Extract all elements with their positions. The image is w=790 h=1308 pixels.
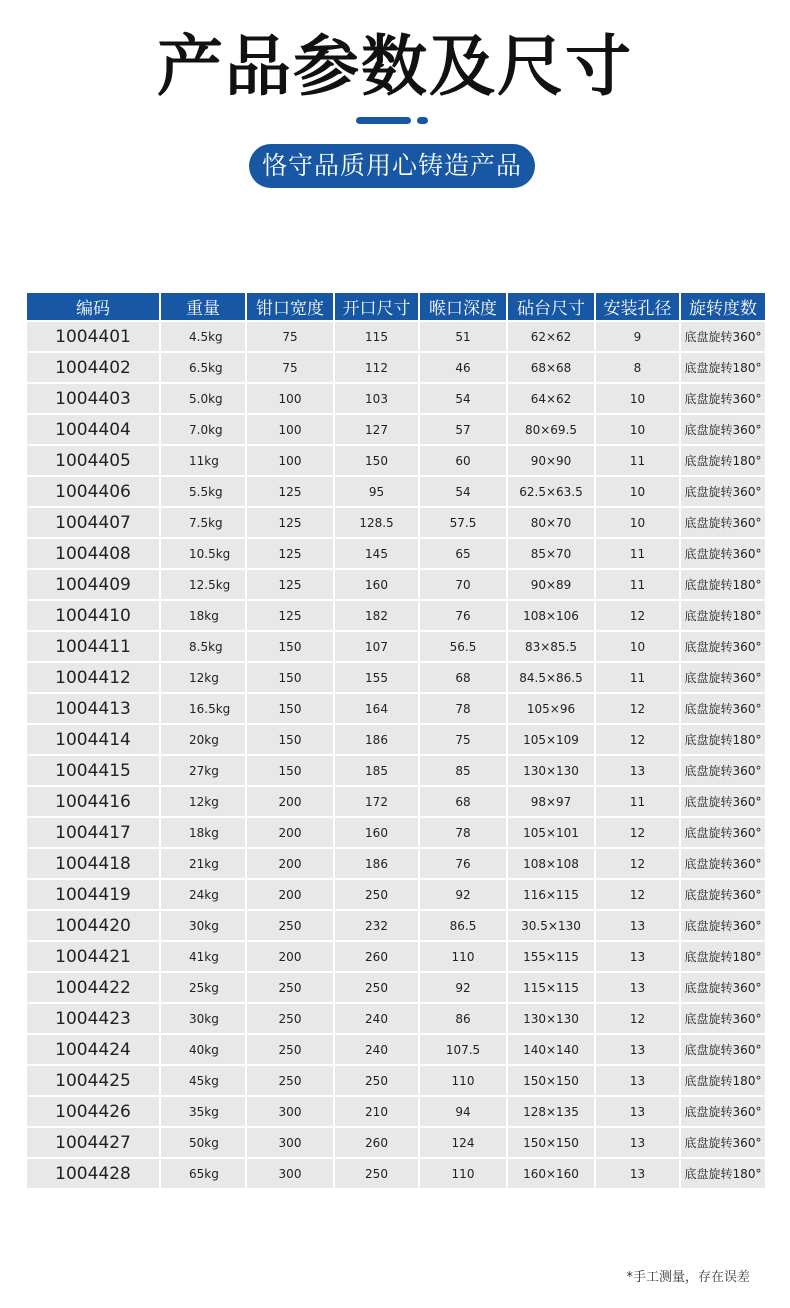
cell-mount-hole: 12: [596, 849, 679, 878]
cell-weight: 12kg: [161, 787, 245, 816]
cell-rotation: 底盘旋转360°: [681, 322, 765, 351]
header-weight: 重量: [161, 293, 245, 320]
cell-anvil-size: 85×70: [508, 539, 594, 568]
cell-throat-depth: 51: [420, 322, 506, 351]
cell-throat-depth: 68: [420, 663, 506, 692]
cell-throat-depth: 124: [420, 1128, 506, 1157]
cell-opening: 260: [335, 1128, 418, 1157]
cell-anvil-size: 108×106: [508, 601, 594, 630]
cell-opening: 172: [335, 787, 418, 816]
cell-rotation: 底盘旋转180°: [681, 1159, 765, 1188]
cell-opening: 160: [335, 818, 418, 847]
cell-anvil-size: 160×160: [508, 1159, 594, 1188]
cell-opening: 250: [335, 973, 418, 1002]
cell-throat-depth: 46: [420, 353, 506, 382]
header-throat-depth: 喉口深度: [420, 293, 506, 320]
cell-weight: 24kg: [161, 880, 245, 909]
cell-throat-depth: 54: [420, 384, 506, 413]
cell-opening: 250: [335, 880, 418, 909]
cell-code: 1004427: [27, 1128, 159, 1157]
cell-rotation: 底盘旋转360°: [681, 880, 765, 909]
cell-opening: 115: [335, 322, 418, 351]
cell-opening: 210: [335, 1097, 418, 1126]
cell-rotation: 底盘旋转360°: [681, 663, 765, 692]
cell-mount-hole: 13: [596, 1035, 679, 1064]
header-opening: 开口尺寸: [335, 293, 418, 320]
cell-rotation: 底盘旋转360°: [681, 384, 765, 413]
cell-rotation: 底盘旋转360°: [681, 818, 765, 847]
cell-code: 1004401: [27, 322, 159, 351]
cell-rotation: 底盘旋转180°: [681, 353, 765, 382]
cell-weight: 11kg: [161, 446, 245, 475]
cell-throat-depth: 60: [420, 446, 506, 475]
cell-mount-hole: 11: [596, 570, 679, 599]
cell-weight: 12kg: [161, 663, 245, 692]
cell-throat-depth: 92: [420, 880, 506, 909]
cell-throat-depth: 68: [420, 787, 506, 816]
cell-rotation: 底盘旋转360°: [681, 973, 765, 1002]
cell-rotation: 底盘旋转180°: [681, 570, 765, 599]
cell-opening: 145: [335, 539, 418, 568]
cell-jaw-width: 200: [247, 849, 333, 878]
table-row: [27, 1159, 765, 1188]
cell-rotation: 底盘旋转180°: [681, 446, 765, 475]
cell-mount-hole: 12: [596, 880, 679, 909]
cell-throat-depth: 75: [420, 725, 506, 754]
cell-mount-hole: 8: [596, 353, 679, 382]
cell-throat-depth: 54: [420, 477, 506, 506]
cell-rotation: 底盘旋转360°: [681, 849, 765, 878]
cell-weight: 30kg: [161, 911, 245, 940]
cell-code: 1004414: [27, 725, 159, 754]
cell-weight: 18kg: [161, 818, 245, 847]
cell-weight: 18kg: [161, 601, 245, 630]
cell-mount-hole: 13: [596, 1066, 679, 1095]
cell-jaw-width: 125: [247, 570, 333, 599]
cell-weight: 10.5kg: [161, 539, 245, 568]
cell-jaw-width: 75: [247, 353, 333, 382]
cell-code: 1004402: [27, 353, 159, 382]
cell-anvil-size: 80×70: [508, 508, 594, 537]
cell-mount-hole: 12: [596, 818, 679, 847]
cell-mount-hole: 13: [596, 911, 679, 940]
table-row: [27, 942, 765, 971]
cell-code: 1004407: [27, 508, 159, 537]
cell-throat-depth: 65: [420, 539, 506, 568]
cell-jaw-width: 150: [247, 756, 333, 785]
cell-rotation: 底盘旋转360°: [681, 694, 765, 723]
cell-anvil-size: 150×150: [508, 1128, 594, 1157]
cell-mount-hole: 11: [596, 663, 679, 692]
cell-opening: 186: [335, 849, 418, 878]
cell-rotation: 底盘旋转180°: [681, 601, 765, 630]
cell-opening: 112: [335, 353, 418, 382]
cell-rotation: 底盘旋转360°: [681, 415, 765, 444]
header-code: 编码: [27, 293, 159, 320]
cell-rotation: 底盘旋转180°: [681, 942, 765, 971]
header-jaw-width: 钳口宽度: [247, 293, 333, 320]
cell-opening: 260: [335, 942, 418, 971]
cell-weight: 41kg: [161, 942, 245, 971]
cell-weight: 7.0kg: [161, 415, 245, 444]
cell-anvil-size: 84.5×86.5: [508, 663, 594, 692]
cell-rotation: 底盘旋转360°: [681, 632, 765, 661]
cell-opening: 240: [335, 1004, 418, 1033]
cell-anvil-size: 30.5×130: [508, 911, 594, 940]
cell-code: 1004418: [27, 849, 159, 878]
cell-anvil-size: 90×90: [508, 446, 594, 475]
title-underline-short: [417, 117, 428, 124]
cell-throat-depth: 78: [420, 694, 506, 723]
cell-throat-depth: 57.5: [420, 508, 506, 537]
cell-opening: 103: [335, 384, 418, 413]
cell-anvil-size: 83×85.5: [508, 632, 594, 661]
cell-mount-hole: 13: [596, 756, 679, 785]
cell-mount-hole: 10: [596, 384, 679, 413]
cell-opening: 182: [335, 601, 418, 630]
cell-throat-depth: 76: [420, 601, 506, 630]
cell-weight: 6.5kg: [161, 353, 245, 382]
table-row: [27, 880, 765, 909]
cell-anvil-size: 98×97: [508, 787, 594, 816]
table-row: [27, 353, 765, 382]
cell-anvil-size: 105×109: [508, 725, 594, 754]
cell-mount-hole: 10: [596, 477, 679, 506]
cell-opening: 185: [335, 756, 418, 785]
cell-mount-hole: 13: [596, 1159, 679, 1188]
cell-anvil-size: 68×68: [508, 353, 594, 382]
cell-jaw-width: 200: [247, 880, 333, 909]
cell-weight: 21kg: [161, 849, 245, 878]
cell-throat-depth: 110: [420, 1159, 506, 1188]
slogan-badge: 恪守品质用心铸造产品: [249, 144, 535, 188]
cell-code: 1004417: [27, 818, 159, 847]
cell-jaw-width: 125: [247, 601, 333, 630]
cell-throat-depth: 70: [420, 570, 506, 599]
cell-weight: 27kg: [161, 756, 245, 785]
cell-code: 1004411: [27, 632, 159, 661]
cell-weight: 65kg: [161, 1159, 245, 1188]
cell-jaw-width: 125: [247, 539, 333, 568]
table-row: [27, 1004, 765, 1033]
cell-jaw-width: 150: [247, 663, 333, 692]
cell-weight: 5.0kg: [161, 384, 245, 413]
cell-code: 1004428: [27, 1159, 159, 1188]
cell-anvil-size: 90×89: [508, 570, 594, 599]
cell-code: 1004423: [27, 1004, 159, 1033]
cell-weight: 4.5kg: [161, 322, 245, 351]
cell-jaw-width: 150: [247, 725, 333, 754]
cell-rotation: 底盘旋转360°: [681, 1097, 765, 1126]
table-row: [27, 539, 765, 568]
cell-mount-hole: 13: [596, 1097, 679, 1126]
cell-mount-hole: 11: [596, 446, 679, 475]
cell-weight: 30kg: [161, 1004, 245, 1033]
table-row: [27, 1035, 765, 1064]
cell-anvil-size: 105×101: [508, 818, 594, 847]
cell-opening: 240: [335, 1035, 418, 1064]
cell-throat-depth: 110: [420, 942, 506, 971]
cell-throat-depth: 86: [420, 1004, 506, 1033]
cell-jaw-width: 300: [247, 1128, 333, 1157]
table-row: [27, 477, 765, 506]
cell-jaw-width: 300: [247, 1159, 333, 1188]
cell-anvil-size: 108×108: [508, 849, 594, 878]
cell-mount-hole: 13: [596, 942, 679, 971]
cell-jaw-width: 250: [247, 1004, 333, 1033]
cell-code: 1004420: [27, 911, 159, 940]
table-row: [27, 508, 765, 537]
cell-jaw-width: 150: [247, 632, 333, 661]
cell-mount-hole: 12: [596, 1004, 679, 1033]
cell-code: 1004408: [27, 539, 159, 568]
cell-opening: 95: [335, 477, 418, 506]
cell-jaw-width: 100: [247, 446, 333, 475]
cell-anvil-size: 130×130: [508, 756, 594, 785]
page-title: 产品参数及尺寸: [157, 28, 633, 105]
cell-throat-depth: 86.5: [420, 911, 506, 940]
table-row: [27, 787, 765, 816]
cell-mount-hole: 9: [596, 322, 679, 351]
cell-anvil-size: 130×130: [508, 1004, 594, 1033]
cell-anvil-size: 128×135: [508, 1097, 594, 1126]
cell-weight: 35kg: [161, 1097, 245, 1126]
cell-jaw-width: 250: [247, 1035, 333, 1064]
cell-opening: 127: [335, 415, 418, 444]
cell-code: 1004426: [27, 1097, 159, 1126]
table-row: [27, 663, 765, 692]
cell-rotation: 底盘旋转360°: [681, 756, 765, 785]
cell-code: 1004415: [27, 756, 159, 785]
cell-throat-depth: 92: [420, 973, 506, 1002]
table-row: [27, 1097, 765, 1126]
table-row: [27, 756, 765, 785]
cell-mount-hole: 10: [596, 632, 679, 661]
cell-anvil-size: 62×62: [508, 322, 594, 351]
cell-weight: 45kg: [161, 1066, 245, 1095]
cell-code: 1004413: [27, 694, 159, 723]
cell-mount-hole: 11: [596, 787, 679, 816]
cell-mount-hole: 12: [596, 694, 679, 723]
cell-anvil-size: 140×140: [508, 1035, 594, 1064]
header-rotation: 旋转度数: [681, 293, 765, 320]
spec-table: [25, 291, 767, 1190]
cell-opening: 128.5: [335, 508, 418, 537]
cell-throat-depth: 76: [420, 849, 506, 878]
cell-jaw-width: 125: [247, 477, 333, 506]
table-row: [27, 632, 765, 661]
title-underline-long: [356, 117, 411, 124]
cell-code: 1004406: [27, 477, 159, 506]
cell-anvil-size: 150×150: [508, 1066, 594, 1095]
table-row: [27, 570, 765, 599]
cell-throat-depth: 57: [420, 415, 506, 444]
cell-code: 1004405: [27, 446, 159, 475]
table-row: [27, 818, 765, 847]
cell-jaw-width: 100: [247, 415, 333, 444]
cell-opening: 164: [335, 694, 418, 723]
cell-code: 1004422: [27, 973, 159, 1002]
cell-rotation: 底盘旋转180°: [681, 1066, 765, 1095]
table-row: [27, 415, 765, 444]
cell-jaw-width: 300: [247, 1097, 333, 1126]
cell-opening: 250: [335, 1066, 418, 1095]
table-row: [27, 849, 765, 878]
table-row: [27, 973, 765, 1002]
cell-anvil-size: 155×115: [508, 942, 594, 971]
cell-weight: 7.5kg: [161, 508, 245, 537]
cell-mount-hole: 13: [596, 1128, 679, 1157]
cell-throat-depth: 78: [420, 818, 506, 847]
cell-mount-hole: 13: [596, 973, 679, 1002]
cell-jaw-width: 125: [247, 508, 333, 537]
cell-opening: 107: [335, 632, 418, 661]
cell-opening: 150: [335, 446, 418, 475]
cell-jaw-width: 250: [247, 911, 333, 940]
cell-weight: 8.5kg: [161, 632, 245, 661]
cell-anvil-size: 62.5×63.5: [508, 477, 594, 506]
cell-rotation: 底盘旋转360°: [681, 1128, 765, 1157]
cell-opening: 250: [335, 1159, 418, 1188]
cell-throat-depth: 56.5: [420, 632, 506, 661]
cell-opening: 232: [335, 911, 418, 940]
table-row: [27, 725, 765, 754]
table-row: [27, 694, 765, 723]
cell-opening: 186: [335, 725, 418, 754]
cell-mount-hole: 11: [596, 539, 679, 568]
measurement-note: *手工测量，存在误差: [626, 1270, 750, 1285]
cell-weight: 12.5kg: [161, 570, 245, 599]
cell-rotation: 底盘旋转360°: [681, 911, 765, 940]
cell-code: 1004424: [27, 1035, 159, 1064]
table-row: [27, 911, 765, 940]
cell-jaw-width: 200: [247, 787, 333, 816]
cell-code: 1004416: [27, 787, 159, 816]
cell-code: 1004412: [27, 663, 159, 692]
cell-mount-hole: 12: [596, 601, 679, 630]
cell-mount-hole: 10: [596, 415, 679, 444]
cell-code: 1004409: [27, 570, 159, 599]
table-row: [27, 1128, 765, 1157]
cell-anvil-size: 105×96: [508, 694, 594, 723]
cell-code: 1004421: [27, 942, 159, 971]
cell-code: 1004419: [27, 880, 159, 909]
header-mount-hole: 安装孔径: [596, 293, 679, 320]
cell-code: 1004404: [27, 415, 159, 444]
table-row: [27, 322, 765, 351]
cell-jaw-width: 250: [247, 1066, 333, 1095]
cell-rotation: 底盘旋转360°: [681, 1035, 765, 1064]
table-row: [27, 1066, 765, 1095]
cell-throat-depth: 110: [420, 1066, 506, 1095]
cell-throat-depth: 107.5: [420, 1035, 506, 1064]
cell-anvil-size: 115×115: [508, 973, 594, 1002]
table-row: [27, 446, 765, 475]
cell-weight: 20kg: [161, 725, 245, 754]
cell-anvil-size: 64×62: [508, 384, 594, 413]
cell-weight: 5.5kg: [161, 477, 245, 506]
cell-jaw-width: 200: [247, 818, 333, 847]
cell-rotation: 底盘旋转360°: [681, 508, 765, 537]
cell-jaw-width: 200: [247, 942, 333, 971]
cell-code: 1004425: [27, 1066, 159, 1095]
header-anvil-size: 砧台尺寸: [508, 293, 594, 320]
table-row: [27, 601, 765, 630]
cell-jaw-width: 250: [247, 973, 333, 1002]
cell-jaw-width: 100: [247, 384, 333, 413]
table-row: [27, 384, 765, 413]
cell-jaw-width: 150: [247, 694, 333, 723]
header-row: [27, 293, 765, 320]
cell-opening: 160: [335, 570, 418, 599]
cell-mount-hole: 10: [596, 508, 679, 537]
cell-rotation: 底盘旋转360°: [681, 1004, 765, 1033]
cell-rotation: 底盘旋转180°: [681, 725, 765, 754]
cell-rotation: 底盘旋转360°: [681, 477, 765, 506]
cell-throat-depth: 85: [420, 756, 506, 785]
cell-rotation: 底盘旋转360°: [681, 787, 765, 816]
cell-opening: 155: [335, 663, 418, 692]
cell-code: 1004403: [27, 384, 159, 413]
cell-weight: 16.5kg: [161, 694, 245, 723]
cell-weight: 25kg: [161, 973, 245, 1002]
cell-anvil-size: 116×115: [508, 880, 594, 909]
cell-code: 1004410: [27, 601, 159, 630]
cell-jaw-width: 75: [247, 322, 333, 351]
cell-weight: 40kg: [161, 1035, 245, 1064]
cell-mount-hole: 12: [596, 725, 679, 754]
cell-weight: 50kg: [161, 1128, 245, 1157]
cell-throat-depth: 94: [420, 1097, 506, 1126]
cell-anvil-size: 80×69.5: [508, 415, 594, 444]
cell-rotation: 底盘旋转360°: [681, 539, 765, 568]
